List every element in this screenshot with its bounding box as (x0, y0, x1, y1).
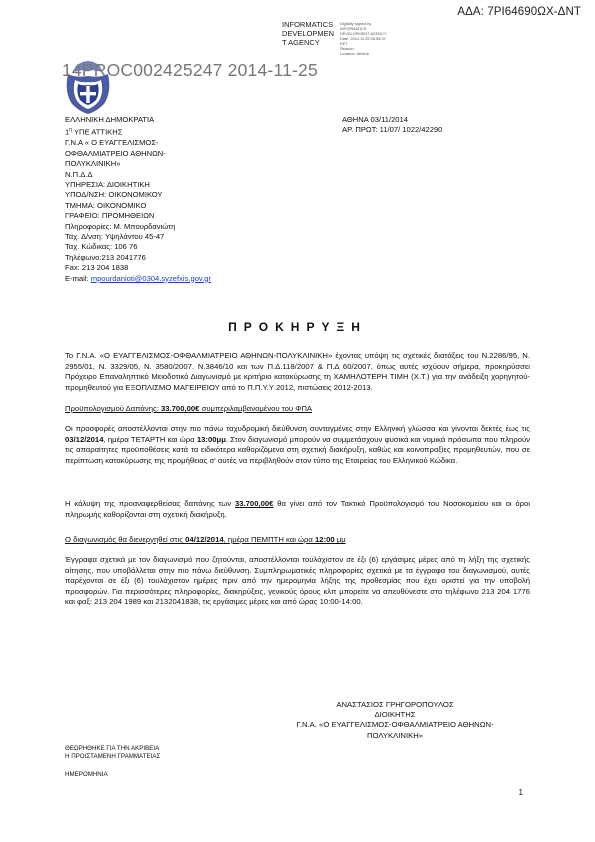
tender-day: , ημέρα ΠΕΜΠΤΗ και ώρα (223, 535, 316, 544)
intro-text: Το Γ.Ν.Α. «Ο ΕΥΑΓΓΕΛΙΣΜΟΣ-ΟΦΘΑΛΜΙΑΤΡΕΙΟ ΑΘΗΝΩΝ-ΠΟΛΥΚΛΙΝΙΚΗ» έχοντας υπόψη τις σχετικές διατάξεις του Ν.2286/95, Ν. 2955/01, Ν. 3329/05, Ν. 3580/2007. Ν.3846/10 και των Π.Δ.118/2007 & Π.Δ 60/2007, όπως αυτές ισχύουν σήμερα, προκηρύσσει Πρόχειρο Επαναληπτικό Μειοδοτικό Διαγωνισμό με κριτήριο κατακύρωσης τη ΧΑΜΗΛΟΤΕΡΗ ΤΙΜΗ (Χ.Τ.) για την ανάδειξη χορηγητού-προμηθευτού για ΕΞΟΠΛΙΣΜΟ ΜΑΓΕΙΡΕΙΟΥ από το Π.Π.Υ.Υ 2012, πιστώσεις 2012-2013. (65, 351, 530, 392)
submission-paragraph (65, 424, 530, 466)
header-line: Ν.Π.Δ.Δ (65, 169, 93, 179)
stamp-signature-details (340, 21, 410, 56)
sender-address-block (65, 115, 305, 284)
stamp-org-line: T AGENCY (282, 38, 320, 47)
tender-date-line (65, 535, 530, 546)
stamp-sig-line: Digitally signed by (340, 21, 372, 26)
submission-deadline-date: 03/12/2014 (65, 434, 104, 444)
budget-line (65, 404, 530, 415)
header-line: ΥΠΟΔ/ΝΣΗ: ΟΙΚΟΝΟΜΙΚΟΥ (65, 190, 163, 200)
header-line: Πληροφορίες: Μ. Μπουρδανιώτη (65, 221, 176, 231)
region-number: 1 (65, 127, 70, 137)
registry-watermark-code: 14PROC002425247 2014-11-25 (62, 60, 318, 80)
intro-paragraph (65, 351, 530, 393)
stamp-organization (282, 20, 338, 47)
header-line: ΟΦΘΑΛΜΙΑΤΡΕΙΟ ΑΘΗΝΩΝ- (65, 148, 166, 158)
header-line: ΠΟΛΥΚΛΙΝΙΚΗ» (65, 159, 121, 169)
header-line: ΤΜΗΜΑ: ΟΙΚΟΝΟΜΙΚΟ (65, 200, 147, 210)
header-line: Fax: 213 204 1838 (65, 263, 129, 273)
funding-text (65, 499, 530, 520)
stamp-sig-line: DEVELOPMENT AGENCY (340, 31, 387, 36)
submission-text (65, 424, 530, 466)
stamp-sig-line: EET (340, 41, 348, 46)
funding-details: θα γίνει από τον Τακτικό Προϋπολογισμό του Νοσοκομείου και οι όροι πληρωμής καθορίζονται στη σχετική διακήρυξη. (65, 499, 530, 519)
page-number: 1 (518, 788, 523, 797)
stamp-sig-line: INFORMATICS (340, 26, 367, 31)
funding-paragraph (65, 499, 530, 520)
certification-line: ΘΕΩΡΗΘΗΚΕ ΓΙΑ ΤΗΝ ΑΚΡΙΒΕΙΑ (65, 745, 160, 752)
email-link[interactable]: mpourdanioti@0304.syzefxis.gov.gr (90, 273, 212, 283)
stamp-org-line: INFORMATICS (282, 20, 334, 29)
header-line: Ταχ. Δ/νση: Υψηλάντου 45-47 (65, 232, 165, 241)
header-line: Γ.Ν.Α « Ο ΕΥΑΓΓΕΛΙΣΜΟΣ- (65, 138, 159, 148)
budget-suffix: συμπεριλαμβανομένου του ΦΠΑ (199, 404, 313, 413)
region-text: ΥΠΕ ΑΤΤΙΚΗΣ (72, 127, 123, 137)
stamp-org-line: DEVELOPMEN (282, 29, 335, 38)
region-superscript: η (69, 127, 73, 134)
header-line: Ταχ. Κώδικας: 106 76 (65, 242, 138, 252)
email-line (65, 274, 305, 284)
certification-line: Η ΠΡΟΙΣΤΑΜΕΝΗ ΓΡΑΜΜΑΤΕΙΑΣ (65, 753, 161, 761)
funding-intro: Η κάλυψη της προαναφερθείσας δαπάνης των (65, 499, 235, 508)
signatory-organization: Γ.Ν.Α. «Ο ΕΥΑΓΓΕΛΙΣΜΟΣ-ΟΦΘΑΛΜΙΑΤΡΕΙΟ ΑΘΗΝΩΝ- (296, 720, 494, 730)
signature-block (250, 700, 540, 741)
tender-time: 12:00 (315, 535, 335, 544)
region-line (65, 125, 305, 138)
protocol-number: ΑΡ. ΠΡΩΤ: 11/07/ 1022/42290 (342, 125, 443, 135)
documents-paragraph (65, 555, 530, 608)
signatory-name: ΑΝΑΣΤΑΣΙΟΣ ΓΡΗΓΟΡΟΠΟΥΛΟΣ (336, 700, 454, 709)
tender-time-suffix: μμ (334, 535, 346, 544)
header-line: ΕΛΛΗΝΙΚΗ ΔΗΜΟΚΡΑΤΙΑ (65, 115, 155, 124)
tender-date: 04/12/2014 (185, 535, 224, 544)
header-line: ΥΠΗΡΕΣΙΑ: ΔΙΟΙΚΗΤΙΚΗ (65, 179, 150, 189)
certification-block (65, 745, 160, 762)
funding-amount: 33.700,00€ (234, 499, 274, 508)
header-line: Τηλέφωνο:213 2041776 (65, 252, 146, 262)
tender-intro: Ο διαγωνισμός θα διενεργηθεί στις (65, 535, 186, 544)
document-title: ΠΡΟΚΗΡΥΞΗ (228, 320, 367, 334)
header-line: ΓΡΑΦΕΙΟ: ΠΡΟΜΗΘΕΙΩΝ (65, 211, 155, 221)
certification-date-label: ΗΜΕΡΟΜΗΝΙΑ (65, 771, 108, 778)
submission-intro: Οι προσφορές αποστέλλονται στην πιο πάνω ταχυδρομική διεύθυνση συνταγμένες στην Ελληνική γλώσσα και γίνονται δεκτές έως τις (65, 424, 530, 433)
date-protocol-block (342, 115, 542, 136)
documents-text: Έγγραφα σχετικά με τον διαγωνισμό που ζητούνται, αποστέλλονται τουλάχιστον σε έξι (6) εργάσιμες μέρες από τη λήξη της σχετικής αίτησης, που υποβάλλεται στην πιο πάνω διεύθυνση. Συμπληρωματικές πληροφορίες σχετικά με τα έγγραφα του διαγωνισμού, αυτές παρέχονται σε έξι (6) τουλάχιστον ημέρες πριν από την ημερομηνία λήξης της προθεσμίας που έχει οριστεί για την υποβολή προσφορών. Για περισσότερες πληροφορίες, διακηρύξεις, γενικούς όρους κλπ μπορείτε να απευθύνεστε στο τηλέφωνο 213 204 1776 και φαξ: 213 204 1989 και 2132041838, τις εργάσιμες μέρες και από ώρας 10:00-14:00. (65, 555, 530, 606)
budget-amount: 33.700,00€ (160, 404, 200, 413)
submission-day: , ημέρα ΤΕΤΑΡΤΗ και ώρα (103, 434, 197, 444)
signatory-organization-cont: ΠΟΛΥΚΛΙΝΙΚΗ» (366, 730, 424, 740)
email-label: E-mail: (65, 273, 91, 283)
stamp-sig-line: Reason: (340, 46, 355, 51)
ada-code: ΑΔΑ: 7ΡΙ64690ΩΧ-ΔΝΤ (457, 6, 581, 18)
document-date: ΑΘΗΝΑ 03/11/2014 (342, 115, 408, 124)
stamp-sig-line: Date: 2014.11.25 08:58:37 (340, 36, 386, 41)
submission-conditions: . Στον διαγωνισμό μπορούν να συμμετάσχουν φυσικά και νομικά πρόσωπα που πληρούν τις απαραίτητες προϋποθέσεις κατά τα ειδικότερα καθοριζόμενα στη σχετική διακήρυξη, καθώς και κοινοπραξίες προμηθευτών, που σε περίπτωση κατακύρωσης της προμήθειας σ' αυτές να περιβληθούν στον τύπο της Εταιρείας του Ελληνικού Κώδικα. (65, 434, 531, 465)
budget-label: Προϋπολογισμού Δαπάνης: (65, 404, 161, 413)
submission-deadline-time: 13:00μμ (196, 434, 226, 444)
signatory-role: ΔΙΟΙΚΗΤΗΣ (374, 710, 416, 720)
stamp-sig-line: Location: Athens (340, 51, 369, 56)
